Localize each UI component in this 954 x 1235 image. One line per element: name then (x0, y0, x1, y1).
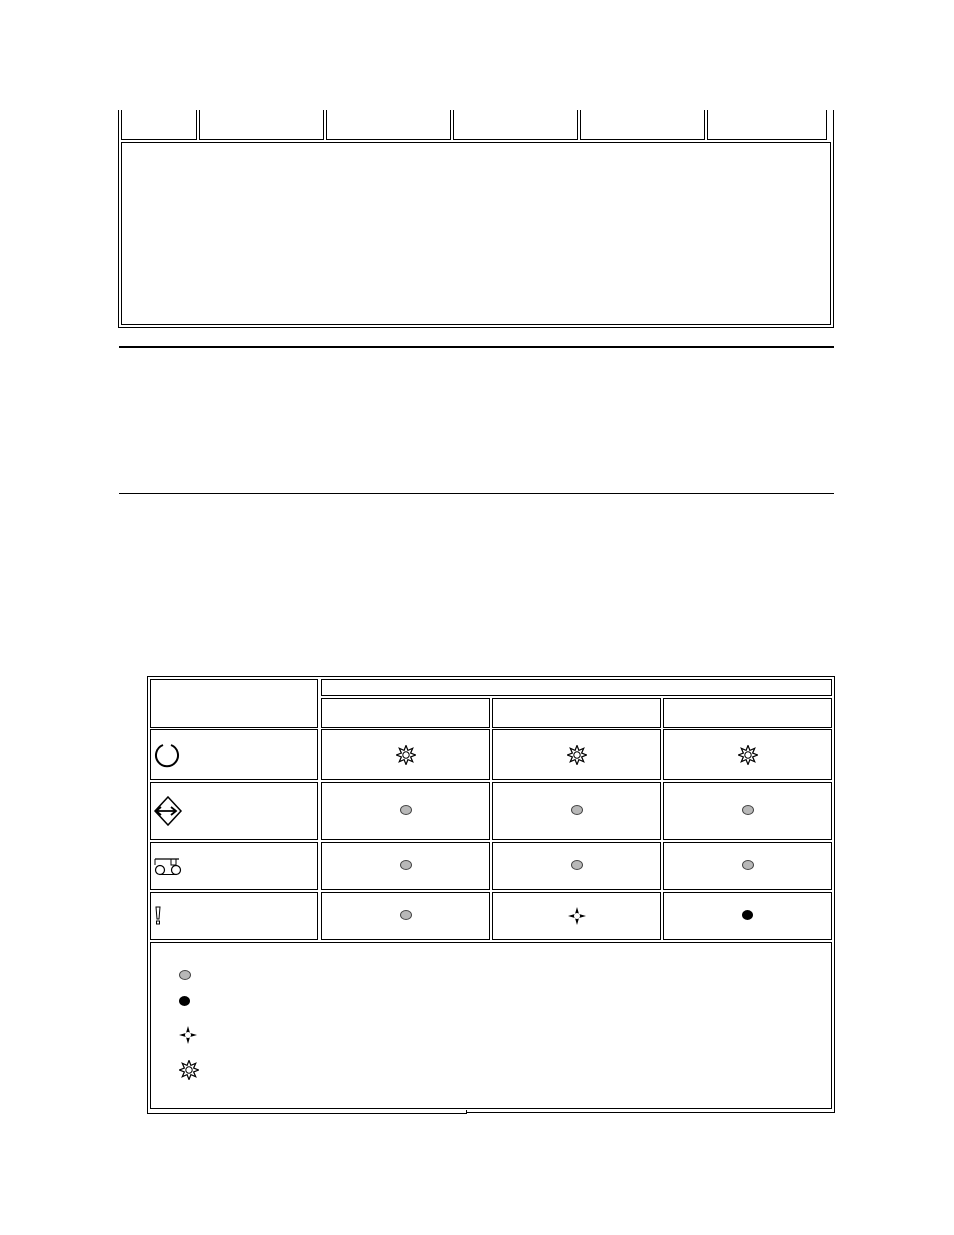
led-cell (492, 782, 661, 840)
table-bottom-strip (147, 1110, 467, 1114)
header-state-1 (321, 698, 490, 728)
row-label-activity (150, 782, 318, 840)
led-off-icon (571, 857, 583, 875)
led-on-icon (742, 907, 753, 925)
led-cell (663, 892, 832, 940)
top-table-cell (326, 110, 451, 140)
led-on-icon (179, 995, 190, 1010)
led-off-icon (400, 857, 412, 875)
led-blinking-icon (179, 1060, 199, 1080)
led-cell (321, 842, 490, 890)
led-cell (663, 842, 832, 890)
led-cell (492, 729, 661, 780)
led-cell (492, 842, 661, 890)
led-off-icon (179, 969, 191, 984)
led-flashing-icon (179, 1026, 197, 1044)
legend-glyph (179, 1060, 199, 1080)
led-cell (492, 892, 661, 940)
row-label-tape (150, 842, 318, 890)
header-state-3 (663, 698, 832, 728)
led-off-icon (742, 857, 754, 875)
legend (150, 942, 832, 1109)
legend-item-blinking (179, 1060, 207, 1080)
led-cell (663, 782, 832, 840)
led-blinking-icon (738, 745, 758, 765)
led-cell (321, 729, 490, 780)
top-table-cell (453, 110, 578, 140)
led-cell (321, 892, 490, 940)
led-off-icon (400, 802, 412, 820)
top-table (118, 110, 834, 328)
tape-icon (153, 855, 183, 877)
legend-glyph (179, 969, 191, 985)
legend-item-off (179, 969, 199, 985)
top-table-cell (707, 110, 827, 140)
top-table-cell (580, 110, 705, 140)
legend-glyph (179, 995, 190, 1011)
legend-item-flashing (179, 1026, 205, 1044)
top-table-notes-cell (121, 142, 831, 325)
activity-diamond-icon (153, 795, 183, 827)
led-cell (663, 729, 832, 780)
led-flashing-icon (568, 907, 586, 925)
header-state-group (321, 679, 832, 696)
top-table-header-row (121, 110, 831, 140)
section-divider-thick (119, 346, 834, 348)
led-cell (321, 782, 490, 840)
led-blinking-icon (567, 745, 587, 765)
legend-glyph (179, 1026, 197, 1044)
led-blinking-icon (396, 745, 416, 765)
row-label-power (150, 729, 318, 780)
led-off-icon (742, 802, 754, 820)
led-status-table (147, 676, 835, 1113)
power-icon (153, 741, 181, 769)
header-component (150, 679, 318, 728)
section-divider-thin (119, 493, 834, 494)
top-table-cell (121, 110, 197, 140)
row-label-attention (150, 892, 318, 940)
attention-icon (153, 905, 163, 927)
legend-item-on (179, 995, 198, 1011)
header-state-2 (492, 698, 661, 728)
led-off-icon (571, 802, 583, 820)
top-table-cell (199, 110, 324, 140)
led-off-icon (400, 907, 412, 925)
